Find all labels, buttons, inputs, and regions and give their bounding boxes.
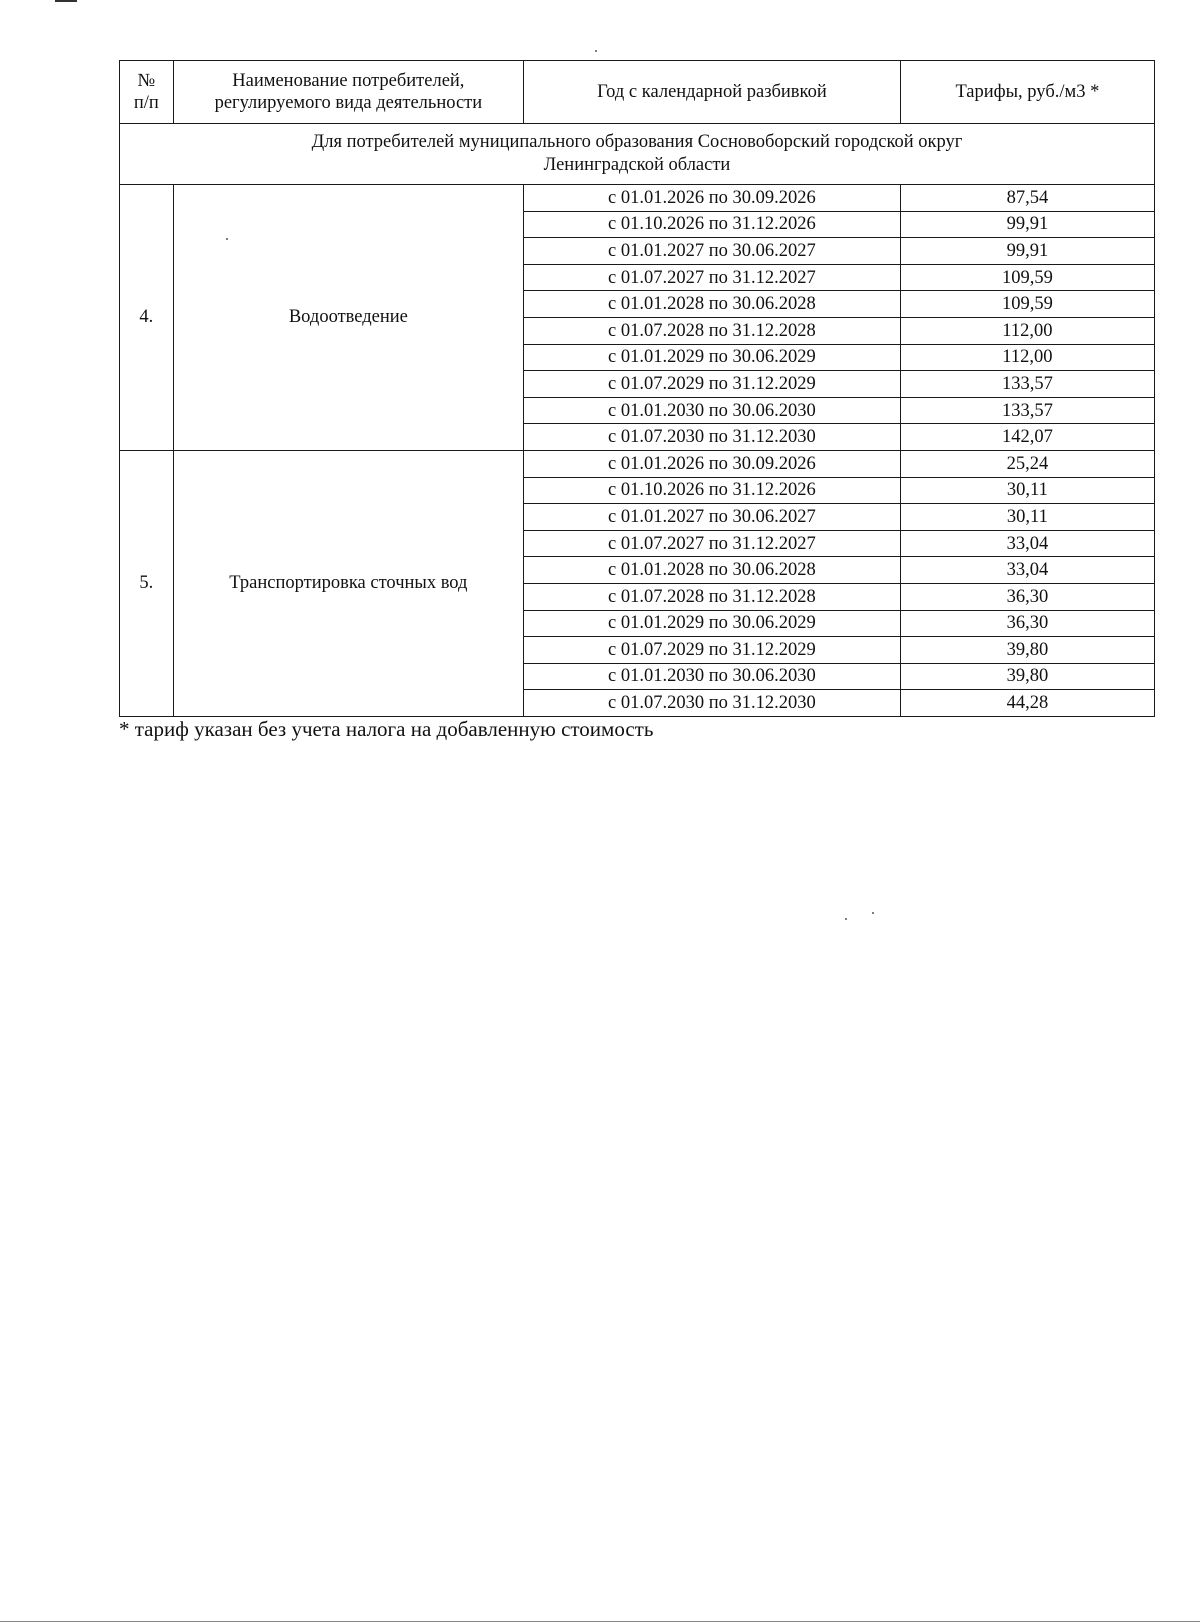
tariff-cell: 39,80: [900, 663, 1154, 690]
tariff-cell: 36,30: [900, 583, 1154, 610]
header-number-abbrev: п/п: [133, 93, 159, 113]
period-cell: с 01.10.2026 по 31.12.2026: [524, 211, 901, 238]
tariff-cell: 44,28: [900, 690, 1154, 717]
tariff-cell: 36,30: [900, 610, 1154, 637]
row-number: 5.: [120, 450, 174, 716]
header-row: [120, 61, 1155, 124]
scan-artifact-dot: [226, 238, 228, 240]
period-cell: с 01.07.2029 по 31.12.2029: [524, 637, 901, 664]
period-cell: с 01.01.2029 по 30.06.2029: [524, 610, 901, 637]
table-row: [120, 450, 1155, 477]
tariff-cell: 33,04: [900, 530, 1154, 557]
tariff-cell: 30,11: [900, 477, 1154, 504]
tariff-cell: 109,59: [900, 264, 1154, 291]
section-title-line1: Для потребителей муниципального образования Сосновоборский городской округ: [311, 132, 963, 152]
section-body: [120, 124, 1155, 185]
header-consumer-name-line1: Наименование потребителей,: [232, 71, 465, 91]
tariff-cell: 30,11: [900, 504, 1154, 531]
footnote: * тариф указан без учета налога на добавленную стоимость: [119, 717, 654, 741]
tariff-cell: 112,00: [900, 317, 1154, 344]
scan-artifact-dot: [845, 918, 847, 920]
section-title-line2: Ленинградской области: [543, 155, 731, 175]
period-cell: с 01.01.2030 по 30.06.2030: [524, 397, 901, 424]
section-row: [120, 124, 1155, 185]
scan-artifact-dot: [595, 50, 597, 52]
period-cell: с 01.01.2028 по 30.06.2028: [524, 291, 901, 318]
tariff-cell: 99,91: [900, 211, 1154, 238]
tariff-cell: 133,57: [900, 397, 1154, 424]
header-number: [120, 61, 174, 124]
service-name-cell: Водоотведение: [173, 185, 523, 451]
tariff-cell: 39,80: [900, 637, 1154, 664]
tariff-table: [119, 60, 1155, 717]
header-tariff: Тарифы, руб./м3 *: [900, 61, 1154, 124]
period-cell: с 01.07.2030 по 31.12.2030: [524, 690, 901, 717]
period-cell: с 01.01.2026 по 30.09.2026: [524, 450, 901, 477]
period-cell: с 01.07.2030 по 31.12.2030: [524, 424, 901, 451]
group-wastewater-transport: [120, 450, 1155, 716]
period-cell: с 01.01.2026 по 30.09.2026: [524, 185, 901, 212]
scan-artifact-top: [55, 0, 77, 2]
section-title: [120, 124, 1155, 185]
header-number-symbol: №: [137, 71, 156, 91]
period-cell: с 01.07.2029 по 31.12.2029: [524, 371, 901, 398]
header-period: Год с календарной разбивкой: [524, 61, 901, 124]
tariff-cell: 87,54: [900, 185, 1154, 212]
tariff-cell: 142,07: [900, 424, 1154, 451]
tariff-cell: 109,59: [900, 291, 1154, 318]
period-cell: с 01.01.2030 по 30.06.2030: [524, 663, 901, 690]
service-name-cell: Транспортировка сточных вод: [173, 450, 523, 716]
period-cell: с 01.10.2026 по 31.12.2026: [524, 477, 901, 504]
row-number: 4.: [120, 185, 174, 451]
table-header: [120, 61, 1155, 124]
table-row: [120, 185, 1155, 212]
period-cell: с 01.01.2027 по 30.06.2027: [524, 238, 901, 265]
header-consumer-name-line2: регулируемого вида деятельности: [214, 93, 483, 113]
tariff-cell: 33,04: [900, 557, 1154, 584]
tariff-cell: 133,57: [900, 371, 1154, 398]
tariff-cell: 99,91: [900, 238, 1154, 265]
scan-artifact-dot: [872, 912, 874, 914]
period-cell: с 01.01.2029 по 30.06.2029: [524, 344, 901, 371]
group-wastewater: [120, 185, 1155, 451]
period-cell: с 01.01.2027 по 30.06.2027: [524, 504, 901, 531]
period-cell: с 01.07.2027 по 31.12.2027: [524, 530, 901, 557]
period-cell: с 01.07.2028 по 31.12.2028: [524, 317, 901, 344]
tariff-cell: 25,24: [900, 450, 1154, 477]
scan-artifact-bottom: [0, 1621, 1200, 1622]
header-consumer-name: [173, 61, 523, 124]
period-cell: с 01.07.2028 по 31.12.2028: [524, 583, 901, 610]
period-cell: с 01.07.2027 по 31.12.2027: [524, 264, 901, 291]
tariff-cell: 112,00: [900, 344, 1154, 371]
period-cell: с 01.01.2028 по 30.06.2028: [524, 557, 901, 584]
